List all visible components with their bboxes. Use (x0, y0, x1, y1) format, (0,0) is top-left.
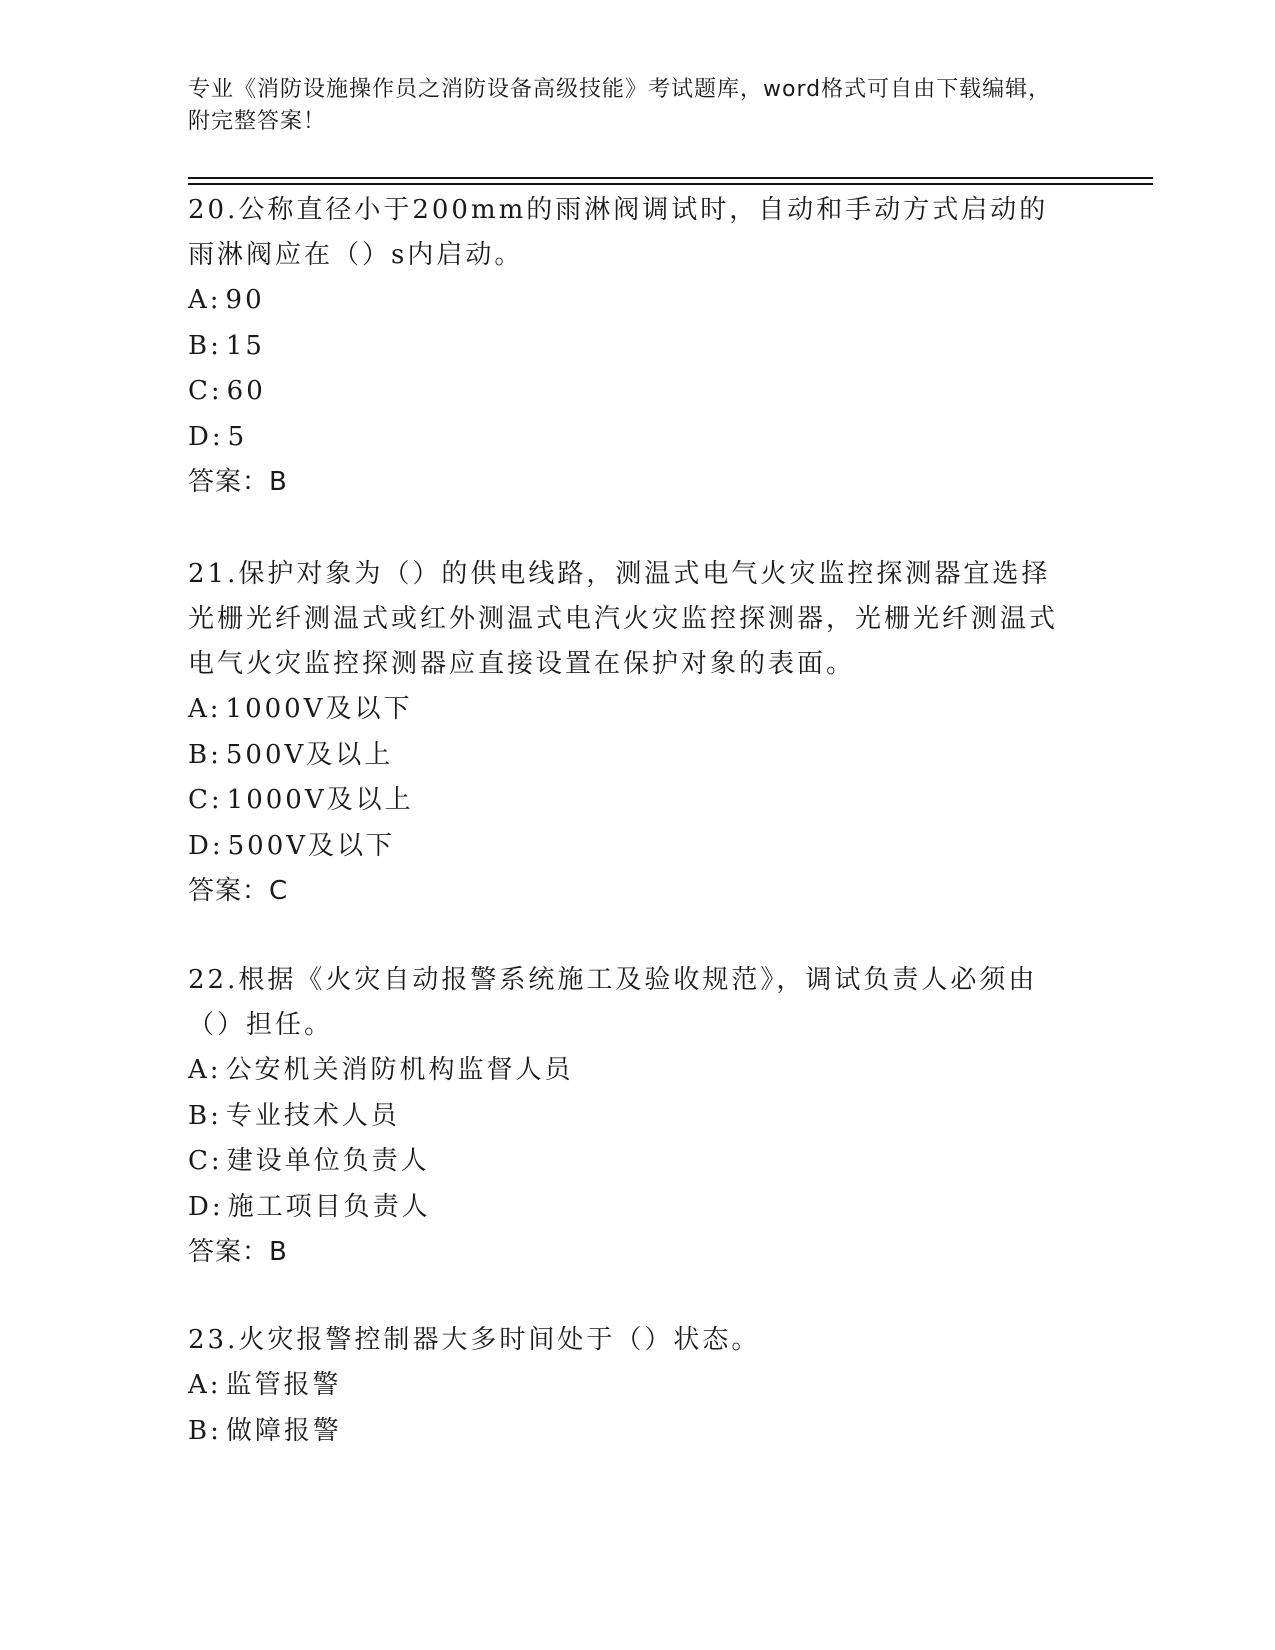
option-letter: C: (188, 785, 223, 815)
option-text: 1000V及以上 (226, 785, 414, 815)
option-d (188, 824, 1068, 870)
option-c (188, 778, 1068, 824)
option-letter: D: (188, 421, 224, 452)
option-a (188, 278, 1068, 324)
question-stem: 20.公称直径小于200mm的雨淋阀调试时，自动和手动方式启动的雨淋阀应在（）s内启动。 (188, 195, 1049, 270)
option-letter: A: (188, 694, 222, 724)
header-divider-top (188, 177, 1153, 179)
option-text: 公安机关消防机构监督人员 (225, 1055, 574, 1085)
option-c (188, 369, 1068, 415)
option-a (188, 687, 1068, 733)
option-a (188, 1363, 1068, 1409)
option-text: 60 (226, 376, 266, 406)
option-text: 1000V及以下 (225, 694, 413, 724)
question-stem: 21.保护对象为（）的供电线路，测温式电气火灾监控探测器宜选择光栅光纤测温式或红外测温式电汽火灾监控探测器，光栅光纤测温式电气火灾监控探测器应直接设置在保护对象的表面。 (188, 559, 1059, 679)
option-letter: A: (188, 285, 222, 315)
question-stem: 23.火灾报警控制器大多时间处于（）状态。 (188, 1325, 761, 1355)
option-letter: D: (188, 1191, 224, 1222)
question-stem: 22.根据《火灾自动报警系统施工及验收规范》，调试负责人必须由（）担任。 (188, 965, 1038, 1040)
option-letter: D: (188, 830, 224, 861)
option-letter: C: (188, 376, 223, 406)
option-text: 做障报警 (225, 1415, 342, 1446)
option-letter: B: (188, 330, 222, 361)
option-letter: B: (188, 1100, 222, 1131)
option-letter: B: (188, 739, 222, 770)
option-text: 施工项目负责人 (227, 1191, 431, 1222)
option-letter: B: (188, 1415, 222, 1446)
question-21 (188, 552, 1068, 914)
option-d (188, 1185, 1068, 1231)
answer-line: 答案：C (188, 876, 289, 906)
question-22 (188, 958, 1068, 1275)
answer-line: 答案：B (188, 467, 288, 497)
question-23 (188, 1318, 1068, 1454)
option-letter: A: (188, 1055, 222, 1085)
option-b (188, 733, 1068, 779)
document-header: 专业《消防设施操作员之消防设备高级技能》考试题库，word格式可自由下载编辑，附完整答案！ (188, 77, 1052, 134)
option-b (188, 1094, 1068, 1140)
header-divider-bottom (188, 183, 1153, 185)
option-letter: C: (188, 1146, 223, 1176)
option-text: 90 (225, 285, 265, 315)
option-a (188, 1048, 1068, 1094)
option-b (188, 1409, 1068, 1455)
option-c (188, 1139, 1068, 1185)
option-text: 建设单位负责人 (226, 1146, 430, 1176)
option-text: 监管报警 (225, 1370, 342, 1400)
option-d (188, 415, 1068, 461)
option-text: 500V及以下 (227, 830, 396, 861)
option-letter: A: (188, 1370, 222, 1400)
option-text: 专业技术人员 (225, 1100, 400, 1131)
option-text: 500V及以上 (225, 739, 394, 770)
option-text: 5 (227, 421, 248, 452)
question-20 (188, 188, 1068, 505)
option-text: 15 (225, 330, 265, 361)
answer-line: 答案：B (188, 1237, 288, 1267)
option-b (188, 324, 1068, 370)
